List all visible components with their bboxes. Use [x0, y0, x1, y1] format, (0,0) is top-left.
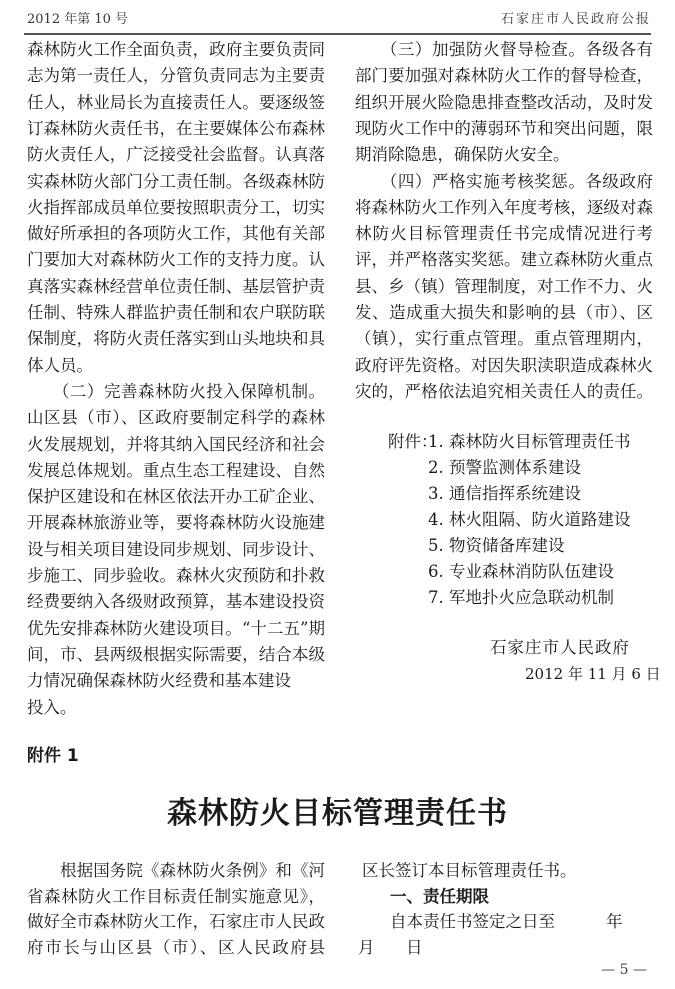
signature-date: 2012 年 11 月 6 日 — [525, 665, 661, 683]
text-line: 组织开展火险隐患排查整改活动，及时发 — [355, 92, 653, 112]
page-number: — 5 — — [601, 962, 647, 978]
text-line: 政府评先资格。对因失职渎职造成森林火 — [355, 355, 653, 375]
period-text: 自本责任书签定之日至 — [390, 912, 555, 931]
attachment-item: 6. 专业森林消防队伍建设 — [428, 562, 614, 581]
text-line: 期消除隐患，确保防火安全。 — [355, 145, 570, 165]
text-line: 体人员。 — [27, 355, 93, 375]
text-line: （二）完善森林防火投入保障机制。 — [61, 381, 325, 401]
text-line: 开展森林旅游业等，要将森林防火设施建 — [27, 513, 325, 533]
text-line: 步施工、同步验收。森林火灾预防和扑救 — [27, 566, 325, 585]
text-line: 实森林防火部门分工责任制。各级森林防 — [27, 171, 325, 191]
header-rule — [24, 33, 651, 35]
attachment-item: 3. 通信指挥系统建设 — [428, 484, 581, 503]
text-line: 经费要纳入各级财政预算，基本建设投资 — [27, 592, 325, 612]
text-line: 保护区建设和在林区依法开办工矿企业、 — [27, 487, 325, 507]
text-line: 森林防火工作全面负责，政府主要负责同 — [27, 40, 325, 59]
attachment-item: 4. 林火阻隔、防火道路建设 — [428, 510, 631, 529]
text-line: 林防火目标管理责任书完成情况进行考 — [355, 224, 653, 244]
text-line: 火指挥部成员单位要按照职责分工，切实 — [27, 197, 325, 217]
text-line: 力情况确保森林防火经费和基本建设 — [27, 671, 291, 691]
attachment-item: 5. 物资储备库建设 — [428, 536, 565, 555]
text-line: 府市长与山区县（市）、区人民政府县 — [27, 938, 325, 958]
text-line: 任人，林业局长为直接责任人。要逐级签 — [27, 92, 325, 112]
attachment-item: 7. 军地扑火应急联动机制 — [428, 588, 614, 607]
text-line: 现防火工作中的薄弱环节和突出问题，限 — [355, 118, 653, 138]
period-year: 年 — [606, 912, 623, 931]
text-line: 优先安排森林防火建设项目。“十二五”期 — [27, 618, 325, 638]
text-line: 省森林防火工作目标责任制实施意见》， — [27, 886, 325, 906]
text-line: 任制、特殊人群监护责任制和农户联防联 — [27, 303, 325, 322]
page-header-publication: 石家庄市人民政府公报 — [500, 12, 651, 27]
period-day: 日 — [406, 938, 423, 957]
attachment-item: 1. 森林防火目标管理责任书 — [428, 432, 631, 451]
text-line: 县、乡（镇）管理制度，对工作不力、火 — [355, 276, 653, 296]
signature-org: 石家庄市人民政府 — [490, 638, 630, 657]
text-line: 真落实森林经营单位责任制、基层管护责 — [27, 276, 325, 296]
text-line: 将森林防火工作列入年度考核，逐级对森 — [355, 197, 653, 217]
text-line: 订森林防火责任书，在主要媒体公布森林 — [27, 118, 325, 138]
document-title: 森林防火目标管理责任书 — [167, 796, 508, 831]
text-line: 做好所承担的各项防火工作，其他有关部 — [27, 224, 325, 244]
text-line: 灾的，严格依法追究相关责任人的责任。 — [355, 381, 653, 401]
text-line: 发展总体规划。重点生态工程建设、自然 — [27, 460, 325, 480]
text-line: 设与相关项目建设同步规划、同步设计、 — [27, 539, 325, 559]
annex-label: 附件 1 — [27, 746, 79, 766]
text-line: （三）加强防火督导检查。各级各有 — [389, 40, 653, 59]
attachment-item: 2. 预警监测体系建设 — [428, 458, 581, 477]
annex-intro-end: 区长签订本目标管理责任书。 — [362, 861, 577, 880]
text-line: 根据国务院《森林防火条例》和《河 — [60, 861, 325, 880]
text-line: 发、造成重大损失和影响的县（市）、区 — [355, 303, 653, 322]
text-line: 投入。 — [27, 697, 77, 717]
text-line: 间，市、县两级根据实际需要，结合本级 — [27, 644, 325, 664]
text-line: 山区县（市）、区政府要制定科学的森林 — [27, 408, 325, 428]
text-line: 部门要加强对森林防火工作的督导检查， — [355, 66, 653, 86]
text-line: 火发展规划，并将其纳入国民经济和社会 — [27, 434, 325, 454]
attachment-label: 附件： — [388, 432, 438, 451]
period-month: 月 — [358, 938, 375, 957]
text-line: （镇），实行重点管理。重点管理期内， — [355, 329, 653, 349]
text-line: 防火责任人，广泛接受社会监督。认真落 — [27, 145, 325, 165]
text-line: 志为第一责任人，分管负责同志为主要责 — [27, 66, 325, 86]
page-header-issue: 2012 年第 10 号 — [27, 12, 129, 27]
text-line: （四）严格实施考核奖惩。各级政府 — [389, 171, 653, 191]
text-line: 评，并严格落实奖惩。建立森林防火重点 — [355, 250, 653, 270]
text-line: 保制度，将防火责任落实到山头地块和具 — [27, 329, 325, 349]
text-line: 门要加大对森林防火工作的支持力度。认 — [27, 250, 325, 270]
text-line: 做好全市森林防火工作，石家庄市人民政 — [27, 912, 325, 932]
section-heading: 一、责任期限 — [390, 887, 489, 906]
